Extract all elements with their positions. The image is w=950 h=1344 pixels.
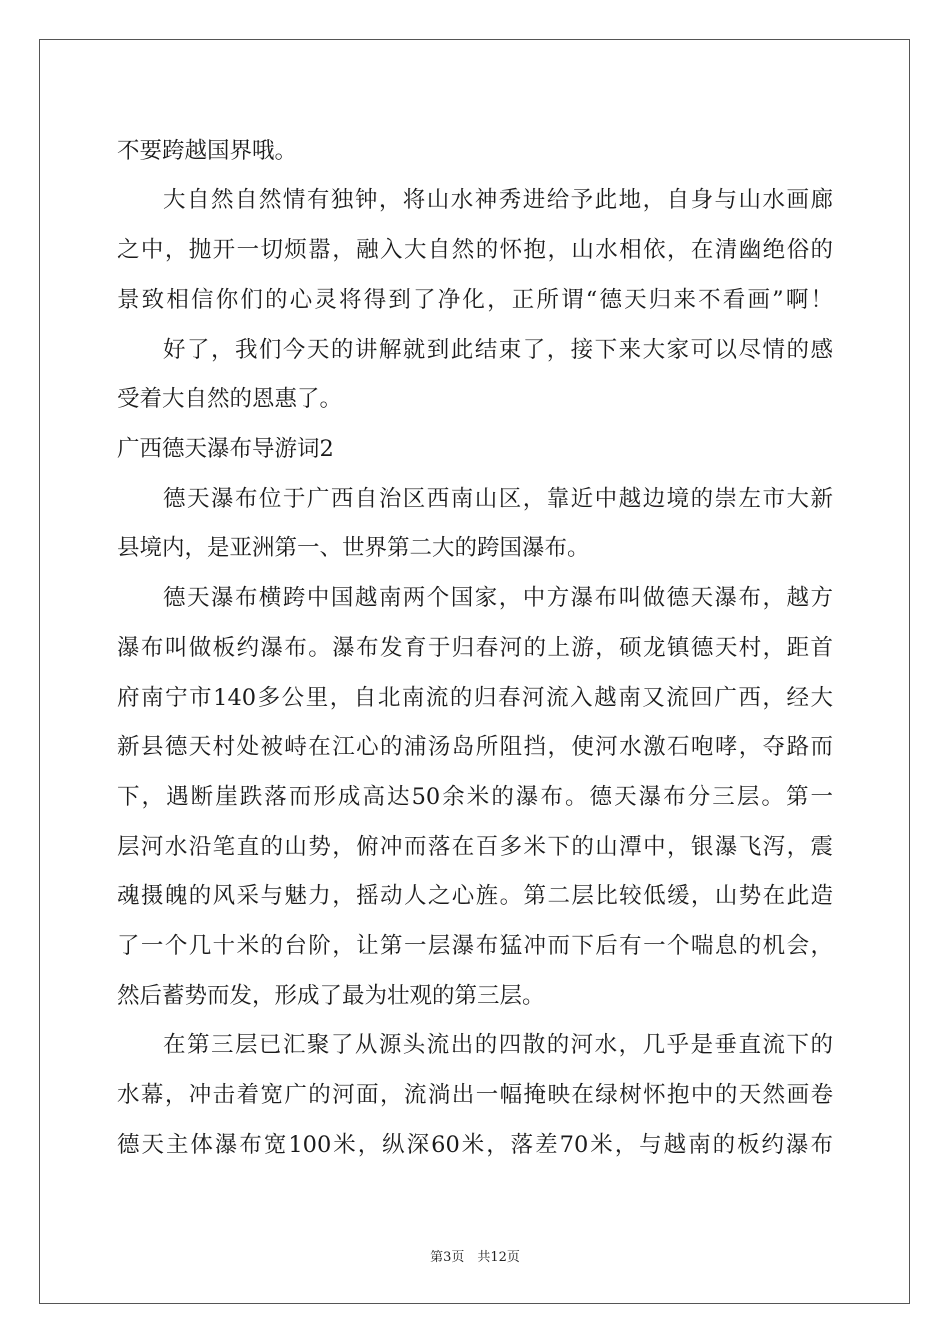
section-heading: 广西德天瀑布导游词2 (117, 436, 334, 462)
text-line: 水幕，冲击着宽广的河面，流淌出一幅掩映在绿树怀抱中的天然画卷 (117, 1082, 833, 1108)
text-line: 新县德天村处被峙在江心的浦汤岛所阻挡，使河水激石咆哮，夺路而 (117, 734, 833, 760)
text-line: 府南宁市140多公里，自北南流的归春河流入越南又流回广西，经大 (117, 685, 833, 711)
text-line: 层河水沿笔直的山势，俯冲而落在百多米下的山潭中，银瀑飞泻，震 (117, 834, 833, 860)
text-line: 县境内，是亚洲第一、世界第二大的跨国瀑布。 (117, 535, 590, 561)
page-border (39, 39, 910, 1304)
text-line: 好了，我们今天的讲解就到此结束了，接下来大家可以尽情的感 (163, 337, 833, 363)
text-line: 瀑布叫做板约瀑布。瀑布发育于归春河的上游，硕龙镇德天村，距首 (117, 635, 833, 661)
text-line: 魂摄魄的风采与魅力，摇动人之心旌。第二层比较低缓，山势在此造 (117, 883, 833, 909)
text-line: 了一个几十米的台阶，让第一层瀑布猛冲而下后有一个喘息的机会， (117, 933, 833, 959)
text-line: 之中，抛开一切烦嚣，融入大自然的怀抱，山水相依，在清幽绝俗的 (117, 237, 833, 263)
page-number: 第3页 共12页 (430, 1250, 520, 1265)
text-line: 在第三层已汇聚了从源头流出的四散的河水，几乎是垂直流下的 (163, 1032, 833, 1058)
text-line: 受着大自然的恩惠了。 (117, 386, 343, 412)
text-line: 不要跨越国界哦。 (117, 138, 298, 164)
text-line: 然后蓄势而发，形成了最为壮观的第三层。 (117, 983, 545, 1009)
text-line: 德天主体瀑布宽100米，纵深60米，落差70米，与越南的板约瀑布 (117, 1132, 833, 1158)
text-line: 下，遇断崖跌落而形成高达50余米的瀑布。德天瀑布分三层。第一 (117, 784, 833, 810)
text-line: 景致相信你们的心灵将得到了净化，正所谓“德天归来不看画”啊！ (117, 287, 833, 313)
text-line: 德天瀑布横跨中国越南两个国家，中方瀑布叫做德天瀑布，越方 (163, 585, 833, 611)
text-line: 大自然自然情有独钟，将山水神秀进给予此地，自身与山水画廊 (163, 187, 833, 213)
text-line: 德天瀑布位于广西自治区西南山区，靠近中越边境的崇左市大新 (163, 486, 833, 512)
